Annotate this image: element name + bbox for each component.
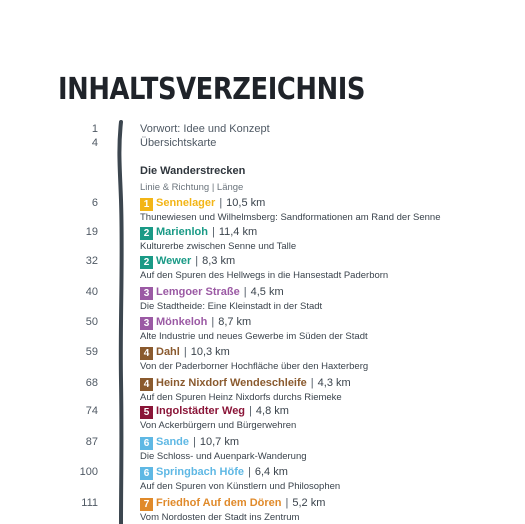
- separator: |: [243, 286, 247, 298]
- separator: |: [249, 405, 252, 417]
- route-distance: 4,5 km: [250, 286, 284, 298]
- route-number-badge: 7: [140, 498, 153, 511]
- route-distance: 8,3 km: [202, 255, 236, 267]
- route-title-line: [140, 286, 284, 300]
- route-description: Alte Industrie und neues Gewerbe im Süden der Stadt: [140, 331, 368, 342]
- route-title-line: [140, 436, 239, 450]
- route-number-badge: 5: [140, 406, 153, 419]
- entry-label: Übersichtskarte: [140, 137, 217, 149]
- route-description: Von der Paderborner Hochfläche über den Haxterberg: [140, 361, 369, 372]
- route-title-line: [140, 497, 325, 511]
- route-name: Wewer: [156, 255, 192, 267]
- route-number-badge: 4: [140, 347, 153, 360]
- route-distance: 10,7 km: [199, 436, 240, 448]
- section-heading: Die Wanderstrecken: [140, 165, 246, 177]
- separator: |: [219, 197, 223, 209]
- page-number: 59: [85, 346, 98, 358]
- route-distance: 5,2 km: [292, 497, 326, 509]
- entry-label: Vorwort: Idee und Konzept: [140, 123, 270, 135]
- route-number-badge: 4: [140, 378, 153, 391]
- route-name: Sande: [156, 436, 190, 448]
- route-description: Die Stadtheide: Eine Kleinstadt in der Stadt: [140, 301, 323, 312]
- route-description: Auf den Spuren Heinz Nixdorfs durchs Riemeke: [140, 392, 342, 403]
- route-title-line: [140, 466, 288, 480]
- route-number-badge: 2: [140, 256, 153, 269]
- page-number: 74: [85, 405, 98, 417]
- route-description: Auf den Spuren von Künstlern und Philosophen: [140, 481, 341, 492]
- route-number-badge: 6: [140, 467, 153, 480]
- page-number: 1: [91, 123, 98, 135]
- route-number-badge: 1: [140, 198, 153, 211]
- route-title-line: [140, 346, 230, 360]
- route-number-badge: 3: [140, 317, 153, 330]
- route-distance: 8,7 km: [218, 316, 252, 328]
- route-title-line: [140, 226, 257, 240]
- separator: |: [195, 255, 199, 267]
- section-subheading: Linie & Richtung | Länge: [140, 182, 244, 193]
- route-description: Die Schloss- und Auenpark-Wanderung: [140, 451, 307, 462]
- page-number: 4: [91, 137, 98, 149]
- route-title-line: [140, 197, 265, 211]
- route-name: Heinz Nixdorf Wendeschleife: [156, 377, 307, 389]
- page-title: INHALTSVERZEICHNIS: [58, 72, 366, 107]
- route-number-badge: 3: [140, 287, 153, 300]
- route-title-line: [140, 255, 235, 269]
- route-title-line: [140, 316, 251, 330]
- route-description: Auf den Spuren des Hellwegs in die Hansestadt Paderborn: [140, 270, 389, 281]
- page-number: 50: [85, 316, 98, 328]
- route-name: Ingolstädter Weg: [156, 405, 246, 417]
- separator: |: [248, 466, 251, 478]
- route-name: Friedhof Auf dem Dören: [156, 497, 282, 509]
- separator: |: [310, 377, 314, 389]
- page-number: 19: [85, 226, 98, 238]
- route-name: Dahl: [156, 346, 180, 358]
- page-number: 40: [85, 286, 98, 298]
- route-description: Von Ackerbürgern und Bürgerwehren: [140, 420, 297, 431]
- page-number: 32: [85, 255, 98, 267]
- route-name: Springbach Höfe: [156, 466, 245, 478]
- page-number: 68: [85, 377, 98, 389]
- separator: |: [211, 226, 215, 238]
- route-name: Lemgoer Straße: [156, 286, 240, 298]
- page-number: 100: [79, 466, 98, 478]
- page-number: 87: [85, 436, 98, 448]
- route-distance: 11,4 km: [218, 226, 258, 238]
- separator: |: [183, 346, 187, 358]
- route-name: Mönkeloh: [156, 316, 208, 328]
- route-distance: 6,4 km: [254, 466, 288, 478]
- route-title-line: [140, 377, 351, 391]
- route-distance: 4,3 km: [317, 377, 351, 389]
- page-number: 6: [91, 197, 98, 209]
- separator: |: [211, 316, 215, 328]
- route-number-badge: 2: [140, 227, 153, 240]
- route-description: Vom Nordosten der Stadt ins Zentrum: [140, 512, 300, 523]
- route-description: Thunewiesen und Wilhelmsberg: Sandformationen am Rand der Senne: [140, 212, 441, 223]
- route-name: Marienloh: [156, 226, 208, 238]
- route-description: Kulturerbe zwischen Senne und Talle: [140, 241, 297, 252]
- separator: |: [193, 436, 196, 448]
- route-distance: 10,3 km: [190, 346, 230, 358]
- page-number: 111: [81, 497, 98, 509]
- route-title-line: [140, 405, 289, 419]
- route-name: Sennelager: [156, 197, 216, 209]
- route-distance: 10,5 km: [226, 197, 266, 209]
- route-number-badge: 6: [140, 437, 153, 450]
- route-distance: 4,8 km: [255, 405, 289, 417]
- separator: |: [285, 497, 289, 509]
